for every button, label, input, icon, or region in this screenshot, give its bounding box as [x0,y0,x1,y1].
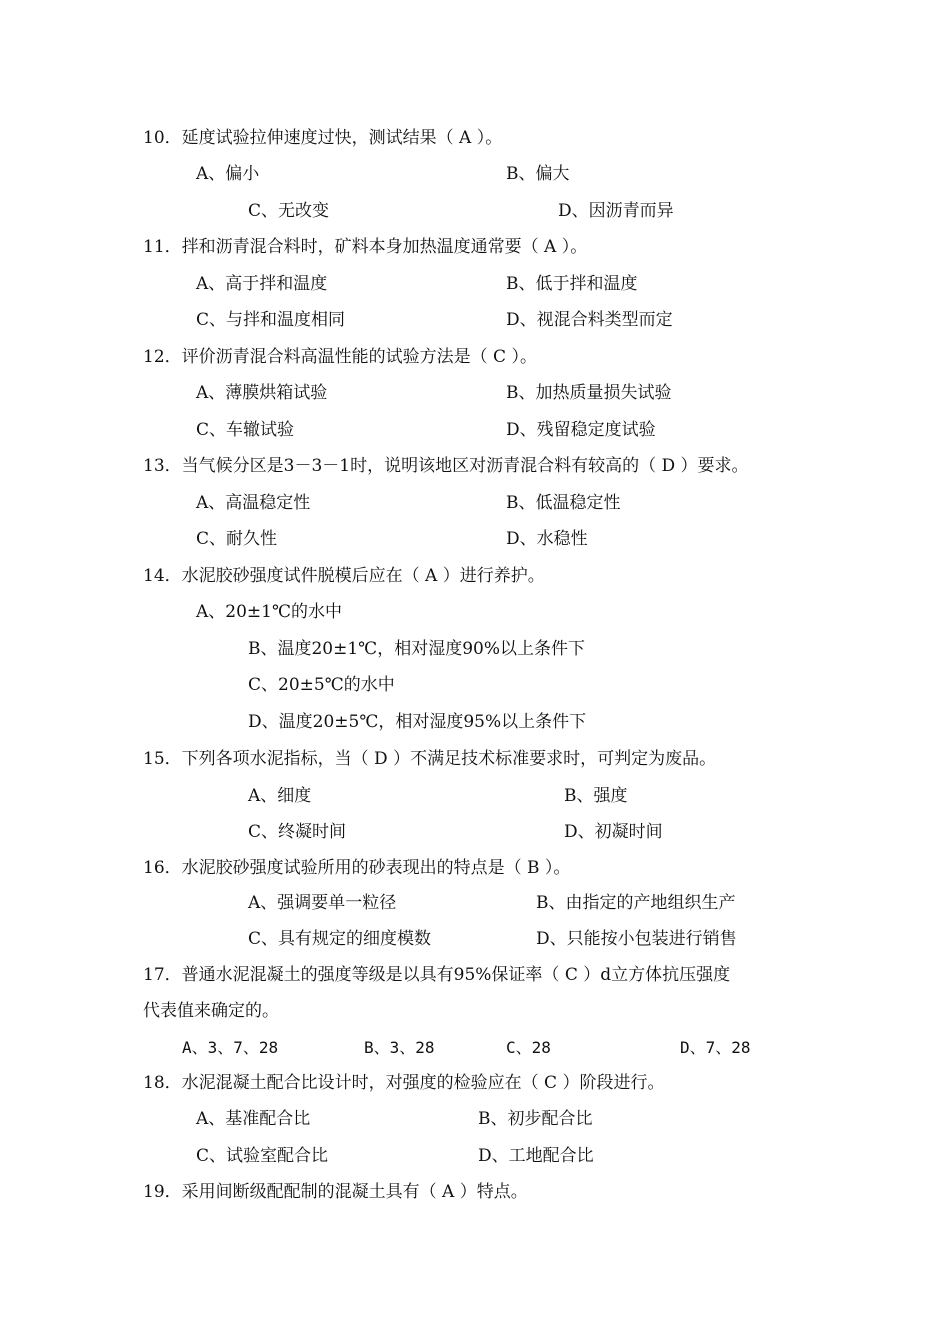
question-17-stem: 17．普通水泥混凝土的强度等级是以具有95%保证率（ C ）d立方体抗压强度 [143,965,731,985]
question-14-option-b: B、温度20±1℃，相对湿度90%以上条件下 [248,639,585,659]
question-11-option-a: A、高于拌和温度 [196,274,328,294]
question-13-option-b: B、低温稳定性 [506,493,621,513]
question-18-option-d: D、工地配合比 [478,1146,594,1166]
question-12-stem: 12．评价沥青混合料高温性能的试验方法是（ C ）。 [143,347,537,367]
question-14-option-c: C、20±5℃的水中 [248,675,395,695]
question-16-option-b: B、由指定的产地组织生产 [536,893,736,913]
question-10-option-c: C、无改变 [248,201,330,221]
question-15-option-b: B、强度 [564,786,628,806]
question-15-option-d: D、初凝时间 [564,822,663,842]
question-19-stem: 19．采用间断级配配制的混凝土具有（ A ）特点。 [143,1182,528,1202]
question-16-stem: 16．水泥胶砂强度试验所用的砂表现出的特点是（ B ）。 [143,858,571,878]
question-17-option-a: A、3、7、28 [182,1038,279,1057]
question-17-stem-continued: 代表值来确定的。 [143,1001,279,1021]
question-12-option-b: B、加热质量损失试验 [506,383,672,403]
question-18-option-a: A、基准配合比 [196,1109,311,1129]
question-16-option-d: D、只能按小包装进行销售 [536,929,737,949]
question-13-option-c: C、耐久性 [196,529,278,549]
question-10-option-b: B、偏大 [506,164,570,184]
question-13-option-d: D、水稳性 [506,529,588,549]
question-11-option-b: B、低于拌和温度 [506,274,638,294]
question-13-stem: 13．当气候分区是3－3－1时，说明该地区对沥青混合料有较高的（ D ）要求。 [143,456,749,476]
question-13-option-a: A、高温稳定性 [196,493,311,513]
question-12-option-a: A、薄膜烘箱试验 [196,383,328,403]
question-10-option-a: A、偏小 [196,164,260,184]
question-10-stem: 10．延度试验拉伸速度过快，测试结果（ A ）。 [143,128,503,148]
question-17-option-c: C、28 [506,1038,551,1057]
question-14-stem: 14．水泥胶砂强度试件脱模后应在（ A ）进行养护。 [143,566,545,586]
question-14-option-a: A、20±1℃的水中 [196,602,342,622]
question-18-stem: 18．水泥混凝土配合比设计时，对强度的检验应在（ C ）阶段进行。 [143,1073,665,1093]
question-14-option-d: D、温度20±5℃，相对湿度95%以上条件下 [248,712,587,732]
question-18-option-b: B、初步配合比 [478,1109,593,1129]
question-17-option-b: B、3、28 [364,1038,435,1057]
question-12-option-c: C、车辙试验 [196,420,295,440]
question-17-option-d: D、7、28 [680,1038,751,1057]
question-16-option-a: A、强调要单一粒径 [248,893,397,913]
question-15-stem: 15．下列各项水泥指标，当（ D ）不满足技术标准要求时，可判定为废品。 [143,749,717,769]
question-12-option-d: D、残留稳定度试验 [506,420,656,440]
question-11-stem: 11．拌和沥青混合料时，矿料本身加热温度通常要（ A ）。 [143,237,588,257]
question-15-option-a: A、细度 [248,786,312,806]
question-11-option-d: D、视混合料类型而定 [506,310,673,330]
question-18-option-c: C、试验室配合比 [196,1146,329,1166]
question-11-option-c: C、与拌和温度相同 [196,310,346,330]
question-10-option-d: D、因沥青而异 [558,201,674,221]
question-16-option-c: C、具有规定的细度模数 [248,929,432,949]
question-15-option-c: C、终凝时间 [248,822,347,842]
